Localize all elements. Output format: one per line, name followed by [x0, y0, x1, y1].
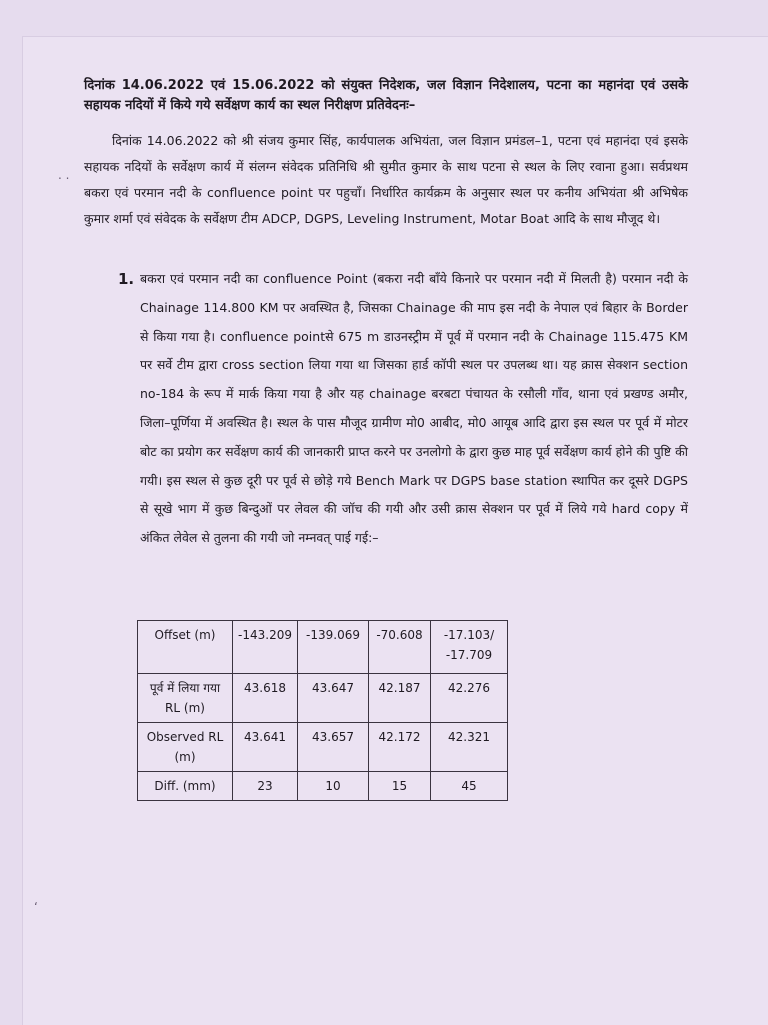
table-cell: -143.209: [233, 621, 298, 674]
table-cell: 42.276: [431, 674, 508, 723]
table-cell: 43.618: [233, 674, 298, 723]
point-1-text: बकरा एवं परमान नदी का confluence Point (बकरा नदी बाँये किनारे पर परमान नदी में मिलती है) परमान नदी के Chainage 114.800 KM पर अवस्थित है, जिसका Chainage की माप इस नदी के नेपाल एवं बिहार के Border से किया गया है। confluence pointसे 675 m डाउनस्ट्रीम में पूर्व में परमान नदी के Chainage 115.475 KM पर सर्वे टीम द्वारा cross section लिया गया था जिसका हार्ड कॉपी स्थल पर उपलब्ध था। यह क्रास सेक्शन section no-184 के रूप में मार्क किया गया है और यह chainage बरबटा पंचायत के रसौली गाँव, थाना एवं प्रखण्ड अमौर, जिला–पूर्णिया में अवस्थित है। स्थल के पास मौजूद ग्रामीण मो0 आबीद, मो0 आयूब आदि द्वारा इस स्थल पर पूर्व में मोटर बोट का प्रयोग कर सर्वेक्षण कार्य की जानकारी प्राप्त करने पर उनलोगो के द्वारा कुछ माह पूर्व सर्वेक्षण कार्य होने की पुष्टि की गयी। इस स्थल से कुछ दूरी पर पूर्व से छोड़े गये Bench Mark पर DGPS base station स्थापित कर दूसरे DGPS से सूखे भाग में कुछ बिन्दुओं पर लेवल की जॉच की गयी और उसी क्रास सेक्शन पर पूर्व में लिये गये hard copy में अंकित लेवेल से तुलना की गयी जो नम्नवत् पाई गई:–: [140, 271, 688, 546]
table-cell: -70.608: [369, 621, 431, 674]
table-cell: 43.657: [298, 723, 369, 772]
table-cell: 42.172: [369, 723, 431, 772]
table-cell: 10: [298, 772, 369, 801]
table-row: [138, 621, 508, 674]
table-cell: 42.187: [369, 674, 431, 723]
table-cell: 43.647: [298, 674, 369, 723]
report-heading: दिनांक 14.06.2022 एवं 15.06.2022 को संयुक्त निदेशक, जल विज्ञान निदेशालय, पटना का महानंदा एवं उसके सहायक नदियों में किये गये सर्वेक्षण कार्य का स्थल निरीक्षण प्रतिवेदनः–: [84, 78, 688, 113]
table-row: [138, 772, 508, 801]
table-cell: -17.103/ -17.709: [431, 621, 508, 674]
level-comparison-table: [137, 620, 508, 801]
intro-paragraph: दिनांक 14.06.2022 को श्री संजय कुमार सिंह, कार्यपालक अभियंता, जल विज्ञान प्रमंडल–1, पटना एवं महानंदा एवं इसके सहायक नदियों के सर्वेक्षण कार्य में संलग्न संवेदक प्रतिनिधि श्री सुमीत कुमार के साथ पटना से स्थल के लिए रवाना हुआ। सर्वप्रथम बकरा एवं परमान नदी के confluence point पर पहुचाँ। निर्धारित कार्यक्रम के अनुसार स्थल पर कनीय अभियंता श्री अभिषेक कुमार शर्मा एवं संवेदक के सर्वेक्षण टीम ADCP, DGPS, Leveling Instrument, Motar Boat आदि के साथ मौजूद थे।: [84, 133, 688, 226]
table-row-label: Observed RL (m): [138, 723, 233, 772]
margin-mark: . .: [58, 168, 70, 182]
table-cell: 42.321: [431, 723, 508, 772]
table-row: [138, 723, 508, 772]
table-row-label: Offset (m): [138, 621, 233, 674]
table-row-label: पूर्व में लिया गया RL (m): [138, 674, 233, 723]
table-cell: -139.069: [298, 621, 369, 674]
table-cell: 43.641: [233, 723, 298, 772]
table-row: [138, 674, 508, 723]
table-cell: 23: [233, 772, 298, 801]
point-number: 1.: [118, 270, 135, 288]
table-cell: 45: [431, 772, 508, 801]
margin-mark: ‘: [34, 900, 38, 914]
table-cell: 15: [369, 772, 431, 801]
table-row-label: Diff. (mm): [138, 772, 233, 801]
